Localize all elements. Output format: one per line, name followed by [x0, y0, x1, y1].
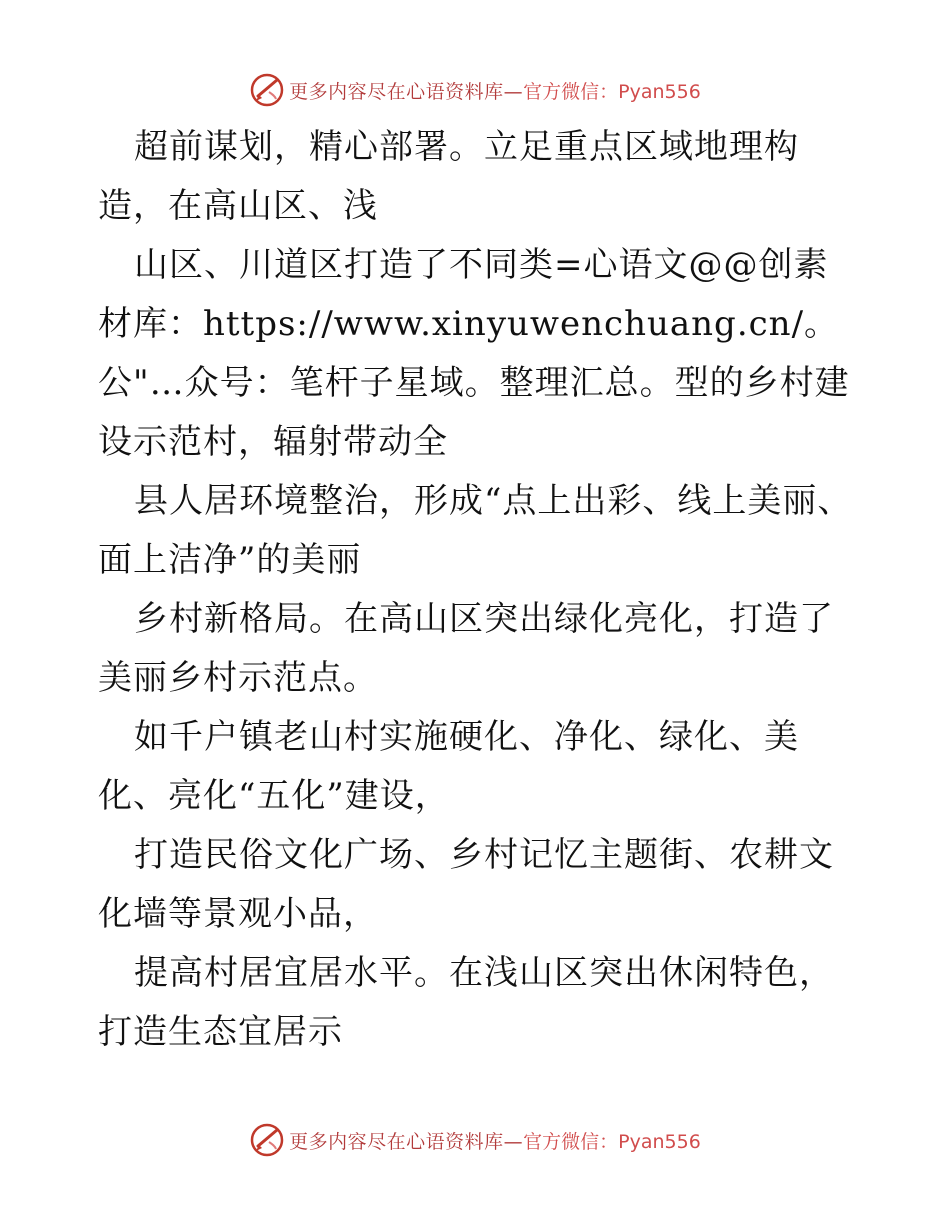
paragraph: 提高村居宜居水平。在浅山区突出休闲特色，打造生态宜居示 [98, 953, 834, 1052]
paragraph: 乡村新格局。在高山区突出绿化亮化，打造了美丽乡村示范点。 [98, 599, 834, 698]
paragraph: 打造民俗文化广场、乡村记忆主题街、农耕文化墙等景观小品， [98, 835, 834, 934]
banner-wechat-id: 官方微信：Pyan556 [523, 1130, 701, 1153]
paragraph: 山区、川道区打造了不同类=心语文@@创素材库：https://www.xinyuwenchuang.cn/。公"…众号：笔杆子星域。整理汇总。型的乡村建设示范村，辐射带动全 [98, 245, 850, 462]
document-body [98, 118, 858, 1062]
banner-title: 更多内容尽在心语资料库— [289, 80, 524, 103]
header-banner [0, 68, 950, 112]
banner-title: 更多内容尽在心语资料库— [289, 1130, 524, 1153]
pen-logo-icon [249, 72, 285, 108]
paragraph: 县人居环境整治，形成“点上出彩、线上美丽、面上洁净”的美丽 [98, 481, 853, 580]
banner-wechat-id: 官方微信：Pyan556 [523, 80, 701, 103]
paragraph: 如千户镇老山村实施硬化、净化、绿化、美化、亮化“五化”建设， [98, 717, 799, 816]
pen-logo-icon [249, 1122, 285, 1158]
footer-banner [0, 1118, 950, 1162]
paragraph: 超前谋划，精心部署。立足重点区域地理构造，在高山区、浅 [98, 127, 799, 226]
